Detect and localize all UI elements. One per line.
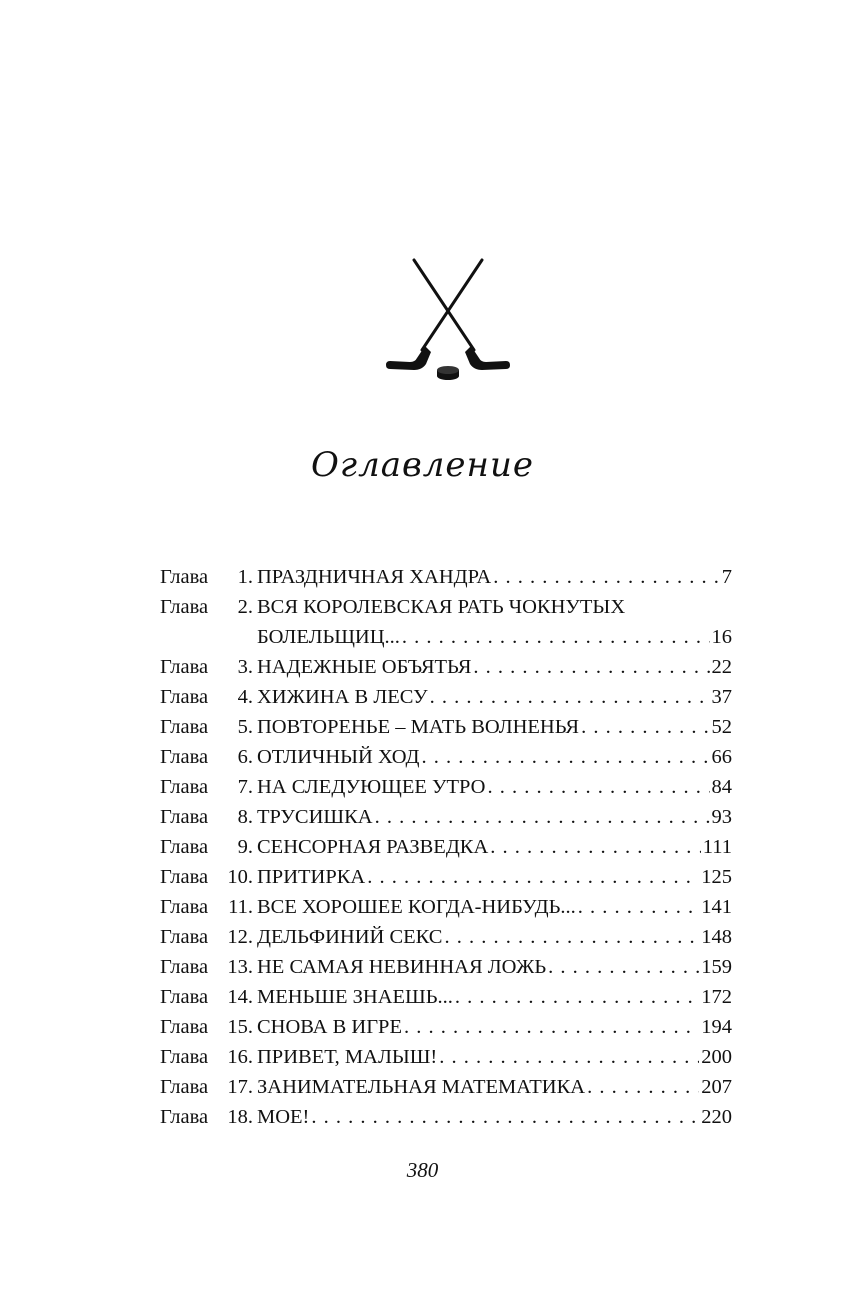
chapter-word: Глава (160, 1016, 209, 1038)
dot-leader (375, 802, 710, 832)
chapter-word: Глава (160, 686, 209, 708)
chapter-number: 14. (227, 986, 253, 1008)
chapter-title: ПОВТОРЕНЬЕ – МАТЬ ВОЛНЕНЬЯ (257, 716, 580, 738)
chapter-number: 13. (227, 956, 253, 978)
chapter-title: НА СЛЕДУЮЩЕЕ УТРО (257, 776, 486, 798)
toc-entry[interactable] (160, 922, 732, 952)
chapter-page: 159 (701, 956, 732, 978)
chapter-number: 10. (227, 866, 253, 888)
chapter-title: НАДЕЖНЫЕ ОБЪЯТЬЯ (257, 656, 472, 678)
chapter-number: 2. (237, 596, 253, 618)
chapter-title-continuation: БОЛЕЛЬЩИЦ... (257, 626, 400, 648)
chapter-title: ПРИВЕТ, МАЛЫШ! (257, 1046, 438, 1068)
chapter-page: 7 (721, 566, 732, 588)
chapter-number: 16. (227, 1046, 253, 1068)
toc-entry-continuation[interactable] (160, 622, 732, 652)
chapter-page: 111 (702, 836, 732, 858)
chapter-number: 9. (237, 836, 253, 858)
chapter-word: Глава (160, 806, 209, 828)
chapter-page: 66 (711, 746, 732, 768)
toc-entry[interactable] (160, 1102, 732, 1132)
toc-entry[interactable] (160, 1012, 732, 1042)
chapter-title: СНОВА В ИГРЕ (257, 1016, 402, 1038)
chapter-page: 220 (701, 1106, 732, 1128)
chapter-word: Глава (160, 1046, 209, 1068)
toc-heading: Оглавление (311, 445, 534, 485)
toc-entry[interactable] (160, 592, 732, 622)
chapter-page: 194 (701, 1016, 732, 1038)
chapter-number: 11. (228, 896, 253, 918)
toc-entry[interactable] (160, 802, 732, 832)
dot-leader (548, 952, 699, 982)
toc-entry[interactable] (160, 862, 732, 892)
chapter-word: Глава (160, 656, 209, 678)
chapter-title: ВСЯ КОРОЛЕВСКАЯ РАТЬ ЧОКНУТЫХ (257, 596, 626, 618)
chapter-page: 172 (701, 986, 732, 1008)
chapter-page: 22 (711, 656, 732, 678)
toc-entry[interactable] (160, 832, 732, 862)
chapter-page: 148 (701, 926, 732, 948)
dot-leader (587, 1072, 699, 1102)
chapter-page: 200 (701, 1046, 732, 1068)
chapter-title: ПРИТИРКА (257, 866, 366, 888)
toc-entry[interactable] (160, 1042, 732, 1072)
chapter-title: МОЕ! (257, 1106, 310, 1128)
chapter-word: Глава (160, 1106, 209, 1128)
toc-entry[interactable] (160, 742, 732, 772)
hockey-sticks-icon (378, 252, 518, 392)
chapter-word: Глава (160, 836, 209, 858)
dot-leader (473, 652, 709, 682)
chapter-title: НЕ САМАЯ НЕВИННАЯ ЛОЖЬ (257, 956, 547, 978)
chapter-number: 1. (237, 566, 253, 588)
toc-entry[interactable] (160, 952, 732, 982)
chapter-word: Глава (160, 866, 209, 888)
chapter-number: 12. (227, 926, 253, 948)
chapter-title: ХИЖИНА В ЛЕСУ (257, 686, 428, 708)
chapter-title: МЕНЬШЕ ЗНАЕШЬ... (257, 986, 453, 1008)
dot-leader (430, 682, 710, 712)
chapter-word: Глава (160, 776, 209, 798)
dot-leader (402, 622, 710, 652)
toc-entry[interactable] (160, 562, 732, 592)
dot-leader (421, 742, 709, 772)
dot-leader (487, 772, 709, 802)
dot-leader (581, 712, 709, 742)
dot-leader (493, 562, 720, 592)
dot-leader (404, 1012, 699, 1042)
chapter-number: 8. (237, 806, 253, 828)
chapter-title: ДЕЛЬФИНИЙ СЕКС (257, 926, 443, 948)
chapter-page: 37 (711, 686, 732, 708)
dot-leader (490, 832, 700, 862)
dot-leader (455, 982, 699, 1012)
chapter-word: Глава (160, 896, 209, 918)
chapter-number: 17. (227, 1076, 253, 1098)
toc-entry[interactable] (160, 712, 732, 742)
table-of-contents (160, 562, 732, 1132)
chapter-page: 207 (701, 1076, 732, 1098)
toc-entry[interactable] (160, 652, 732, 682)
dot-leader (444, 922, 699, 952)
toc-entry[interactable] (160, 682, 732, 712)
toc-entry[interactable] (160, 892, 732, 922)
chapter-page: 52 (711, 716, 732, 738)
chapter-title: ОТЛИЧНЫЙ ХОД (257, 746, 420, 768)
chapter-number: 7. (237, 776, 253, 798)
chapter-page: 16 (711, 626, 732, 648)
chapter-word: Глава (160, 926, 209, 948)
chapter-number: 3. (237, 656, 253, 678)
dot-leader (578, 892, 700, 922)
page-number: 380 (406, 1158, 439, 1182)
chapter-word: Глава (160, 596, 209, 618)
dot-leader (367, 862, 699, 892)
chapter-title: ТРУСИШКА (257, 806, 373, 828)
chapter-title: ЗАНИМАТЕЛЬНАЯ МАТЕМАТИКА (257, 1076, 586, 1098)
chapter-title: ПРАЗДНИЧНАЯ ХАНДРА (257, 566, 492, 588)
chapter-number: 5. (237, 716, 253, 738)
chapter-word: Глава (160, 986, 209, 1008)
chapter-word: Глава (160, 956, 209, 978)
toc-entry[interactable] (160, 772, 732, 802)
chapter-title: СЕНСОРНАЯ РАЗВЕДКА (257, 836, 489, 858)
chapter-word: Глава (160, 1076, 209, 1098)
chapter-page: 93 (711, 806, 732, 828)
chapter-page: 125 (701, 866, 732, 888)
dot-leader (439, 1042, 699, 1072)
chapter-word: Глава (160, 716, 209, 738)
chapter-word: Глава (160, 746, 209, 768)
chapter-number: 18. (227, 1106, 253, 1128)
toc-entry[interactable] (160, 982, 732, 1012)
chapter-number: 4. (237, 686, 253, 708)
dot-leader (311, 1102, 699, 1132)
chapter-word: Глава (160, 566, 209, 588)
chapter-number: 15. (227, 1016, 253, 1038)
chapter-number: 6. (237, 746, 253, 768)
toc-entry[interactable] (160, 1072, 732, 1102)
chapter-page: 84 (711, 776, 732, 798)
chapter-title: ВСЕ ХОРОШЕЕ КОГДА-НИБУДЬ... (257, 896, 576, 918)
chapter-page: 141 (701, 896, 732, 918)
